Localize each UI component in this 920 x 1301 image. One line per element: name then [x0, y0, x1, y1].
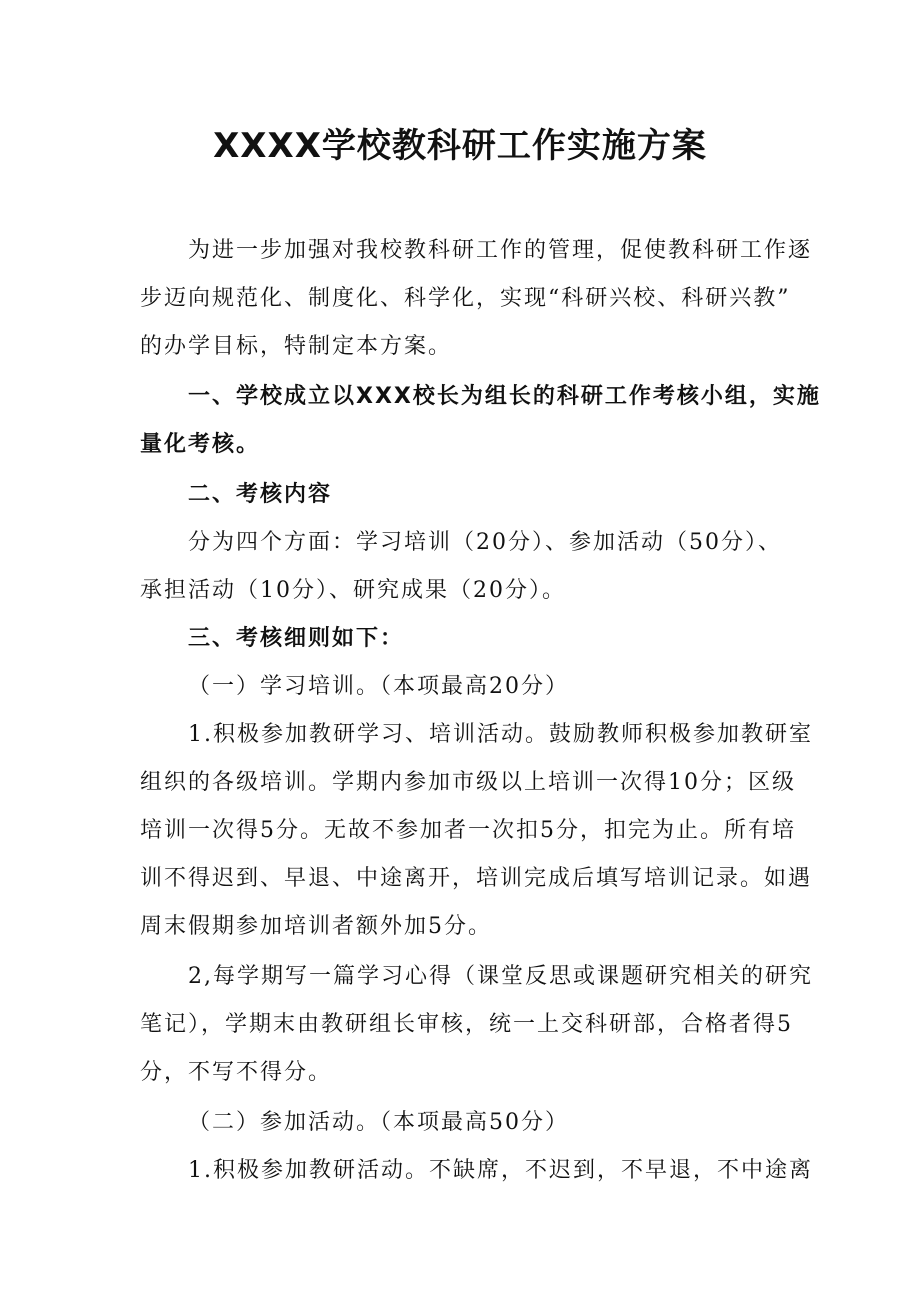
sub1-item1-line-4: 训不得迟到、早退、中途离开，培训完成后填写培训记录。如遇	[140, 866, 813, 891]
sub2-item1-line-1: 1.积极参加教研活动。不缺席，不迟到，不早退，不中途离	[188, 1158, 813, 1183]
intro-line-2: 步迈向规范化、制度化、科学化，实现“科研兴校、科研兴教”	[140, 286, 791, 311]
sub1-item2-line-2: 笔记），学期末由教研组长审核，统一上交科研部，合格者得5	[140, 1012, 793, 1037]
sub2-heading: （二）参加活动。（本项最高50分）	[188, 1110, 569, 1135]
sub1-item1-line-2: 组织的各级培训。学期内参加市级以上培训一次得10分；区级	[140, 770, 796, 795]
section3-heading: 三、考核细则如下：	[188, 626, 405, 651]
sub1-item2-line-1: 2,每学期写一篇学习心得（课堂反思或课题研究相关的研究	[188, 964, 813, 989]
sub1-heading: （一）学习培训。（本项最高20分）	[188, 674, 569, 699]
sub1-item2-line-3: 分，不写不得分。	[140, 1060, 333, 1085]
document-title: XXXX学校教科研工作实施方案	[213, 126, 707, 166]
intro-line-1: 为进一步加强对我校教科研工作的管理，促使教科研工作逐	[188, 238, 813, 263]
sub1-item1-line-5: 周末假期参加培训者额外加5分。	[140, 914, 492, 939]
sub1-item1-line-1: 1.积极参加教研学习、培训活动。鼓励教师积极参加教研室	[188, 722, 813, 747]
intro-line-3: 的办学目标，特制定本方案。	[140, 334, 453, 359]
section2-heading: 二、考核内容	[188, 482, 333, 507]
section2-body-line-1: 分为四个方面：学习培训（20分）、参加活动（50分）、	[188, 530, 782, 555]
sub1-item1-line-3: 培训一次得5分。无故不参加者一次扣5分，扣完为止。所有培	[140, 818, 796, 843]
section2-body-line-2: 承担活动（10分）、研究成果（20分）。	[140, 578, 566, 603]
section1-heading-line-2: 量化考核。	[140, 432, 261, 457]
section1-heading-line-1: 一、学校成立以XXX校长为组长的科研工作考核小组，实施	[188, 384, 821, 409]
